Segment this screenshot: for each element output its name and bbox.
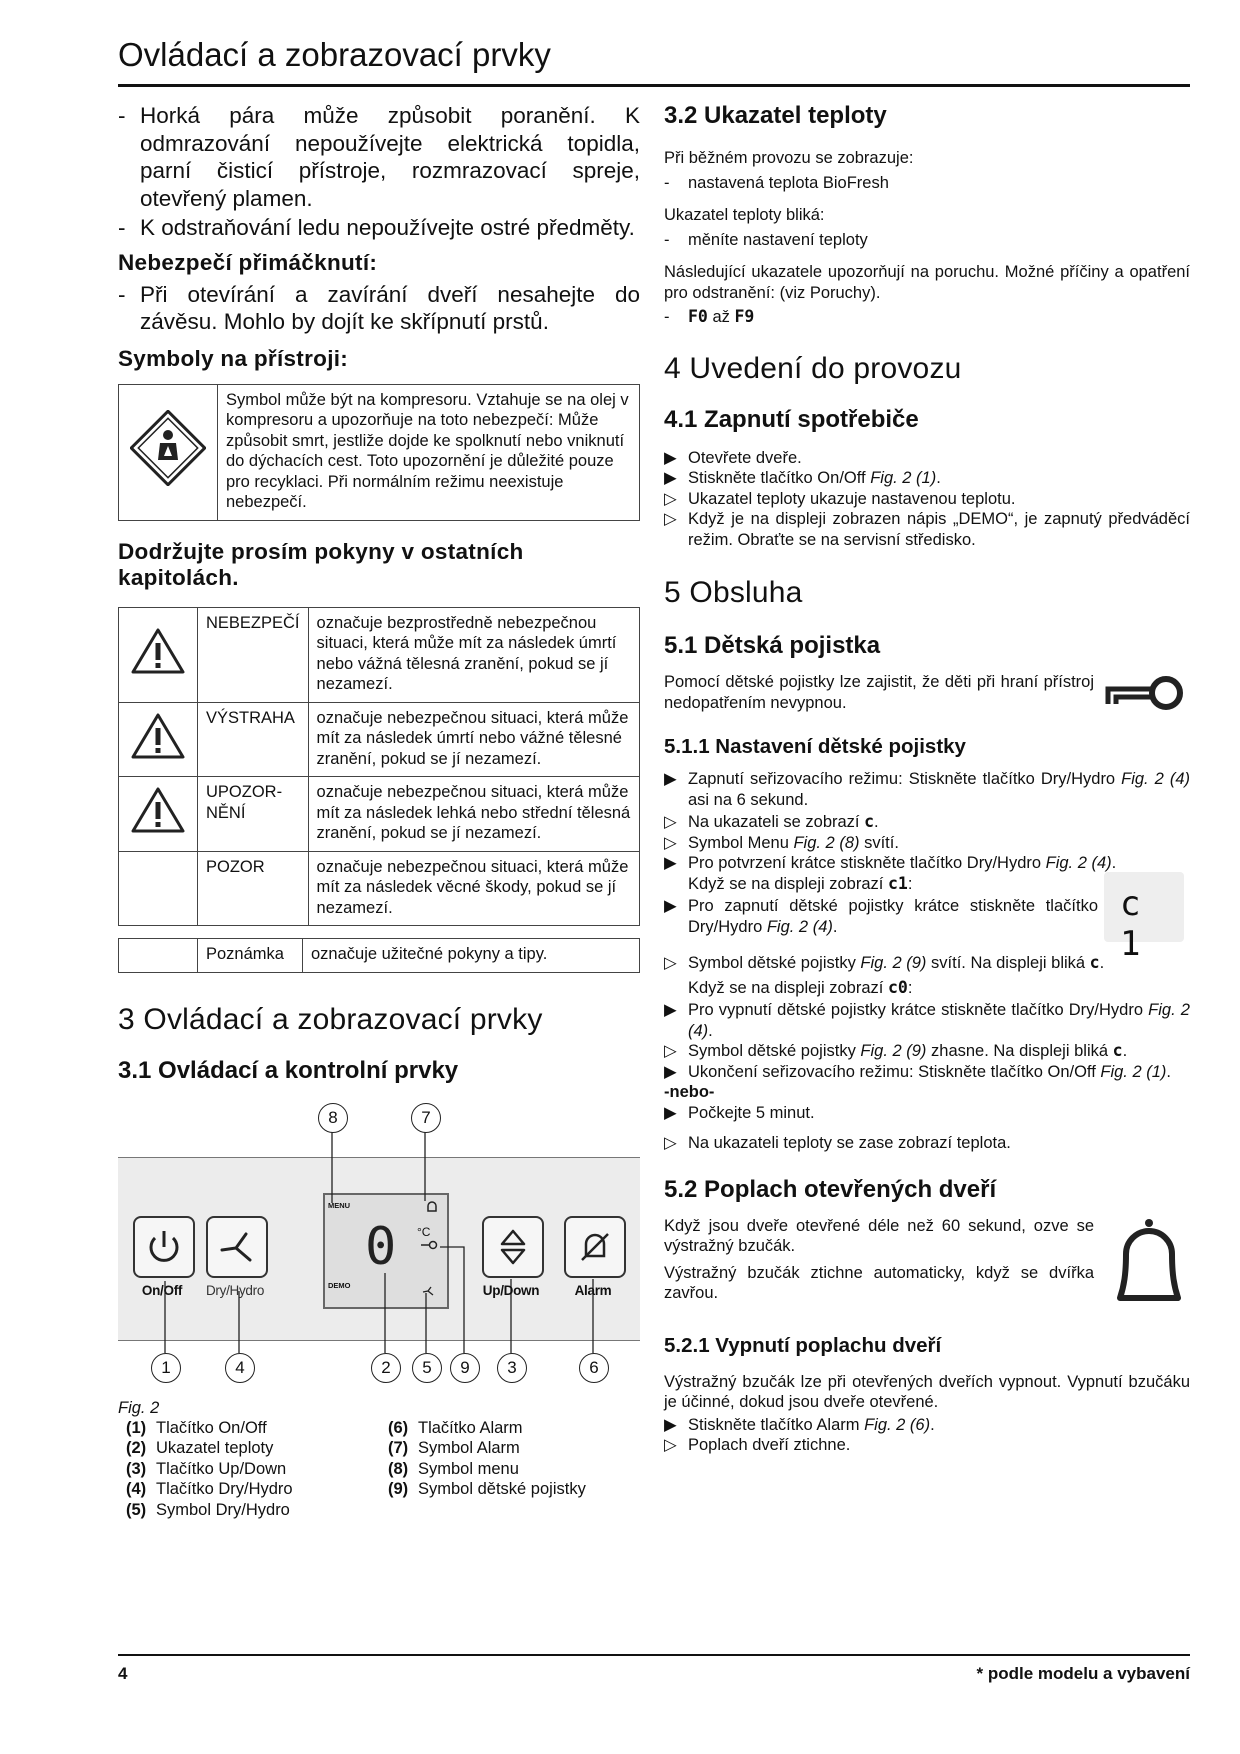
table-row (119, 777, 640, 852)
warning-levels-table (118, 607, 640, 927)
footer-rule (118, 1654, 1190, 1656)
alarm-button[interactable] (564, 1216, 626, 1278)
warning-desc: označuje bezprostředně nebezpečnou situaci, která může mít za následek úmrtí nebo vážná tělesná zranění, pokud se jí nezamezí. (308, 607, 639, 702)
warning-bullet: - K odstraňování ledu nepoužívejte ostré předměty. (118, 215, 635, 240)
list-item: ▶ Stiskněte tlačítko On/Off Fig. 2 (1). (664, 469, 941, 487)
legend-item: (9) Symbol dětské pojistky (388, 1480, 586, 1498)
list-item: ▶ Pro zapnutí dětské pojistky krátce stiskněte tlačítko Dry/Hydro Fig. 2 (4). (664, 897, 1098, 936)
demo-symbol: DEMO (328, 1280, 351, 1290)
page-number: 4 (118, 1664, 128, 1683)
empty-icon-cell (119, 939, 198, 973)
section-5-1-1-heading: 5.1.1 Nastavení dětské pojistky (664, 735, 966, 758)
section-4-1-heading: 4.1 Zapnutí spotřebiče (664, 405, 919, 433)
warning-term: UPOZOR-NĚNÍ (198, 777, 309, 852)
callout-4: 4 (225, 1353, 255, 1383)
list-item: ▶ Počkejte 5 minut. (664, 1103, 815, 1122)
warning-icon-cell (119, 702, 198, 777)
crush-heading: Nebezpečí přimáčknutí: (118, 249, 378, 275)
symbol-description: Symbol může být na kompresoru. Vztahuje se na olej v kompresoru a upozorňuje na toto nebezpečí: Může způsobit smrt, jestliže dojde ke spolknutí nebo vniknutí do dýchacích cest. Toto upozornění je důležité pouze pro recyklaci. Při normálním režimu neexistuje nebezpečí. (218, 384, 640, 520)
bell-icon (1112, 1216, 1186, 1308)
list-item: - měníte nastavení teploty (664, 230, 868, 249)
note-table (118, 938, 640, 973)
list-item: ▷ Symbol Menu Fig. 2 (8) svítí. (664, 833, 899, 852)
callout-8: 8 (318, 1103, 348, 1133)
warning-icon-cell (119, 777, 198, 852)
up-down-button[interactable] (482, 1216, 544, 1278)
note-desc: označuje užitečné pokyny a tipy. (303, 939, 640, 973)
paragraph: Ukazatel teploty bliká: (664, 206, 825, 224)
header-rule (118, 84, 1190, 87)
or-separator: -nebo- (664, 1083, 715, 1101)
footer-note: * podle modelu a vybavení (976, 1664, 1190, 1683)
section-4-heading: 4 Uvedení do provozu (664, 351, 962, 385)
list-item: ▷ Symbol dětské pojistky Fig. 2 (9) svítí. Na displeji bliká c. (664, 953, 1105, 972)
list-item: ▶ Otevřete dveře. (664, 448, 802, 467)
paragraph: Výstražný bzučák lze při otevřených dveřích vypnout. Vypnutí bzučáku je účinné, dokud jsou dveře otevřené. (664, 1372, 1190, 1411)
menu-symbol: MENU (328, 1200, 351, 1210)
list-item: ▶ Pro potvrzení krátce stiskněte tlačítko Dry/Hydro Fig. 2 (4). (664, 854, 1117, 872)
warning-triangle-icon (130, 627, 186, 675)
hazard-symbol-cell (119, 384, 218, 520)
left-column (118, 102, 640, 1520)
list-item: ▶ Pro vypnutí dětské pojistky krátce stiskněte tlačítko Dry/Hydro Fig. 2 (4). (664, 1001, 1190, 1040)
table-row (119, 702, 640, 777)
observe-heading: Dodržujte prosím pokyny v ostatních kapitolách. (118, 538, 524, 590)
list-item: ▶ Zapnutí seřizovacího režimu: Stiskněte tlačítko Dry/Hydro Fig. 2 (4) asi na 6 sekund. (664, 770, 1190, 809)
list-item: ▶ Stiskněte tlačítko Alarm Fig. 2 (6). (664, 1415, 935, 1434)
callout-6: 6 (579, 1353, 609, 1383)
callout-3: 3 (497, 1353, 527, 1383)
dry-hydro-label: Dry/Hydro (205, 1282, 265, 1298)
up-down-icon (484, 1218, 542, 1276)
list-item: - nastavená teplota BioFresh (664, 173, 889, 192)
list-item: ▷ Ukazatel teploty ukazuje nastavenou teplotu. (664, 489, 1016, 508)
section-5-2-1-heading: 5.2.1 Vypnutí poplachu dveří (664, 1333, 942, 1357)
warning-desc: označuje nebezpečnou situaci, která může mít za následek úmrtí nebo vážné tělesné zranění, pokud se jí nezamezí. (308, 702, 639, 777)
key-icon (1104, 672, 1186, 714)
alarm-label: Alarm (574, 1282, 612, 1298)
warning-term: POZOR (198, 851, 309, 926)
section-5-2-heading: 5.2 Poplach otevřených dveří (664, 1175, 997, 1203)
legend-item: (4) Tlačítko Dry/Hydro (126, 1480, 293, 1498)
right-column (664, 102, 1190, 1456)
callout-7: 7 (411, 1103, 441, 1133)
warning-term: VÝSTRAHA (198, 702, 309, 777)
list-item: ▷ Když je na displeji zobrazen nápis „DEMO“, je zapnutý předváděcí režim. Obraťte se na servisní středisko. (664, 510, 1190, 549)
warning-bullet: - Horká pára může způsobit poranění. K odmrazování nepoužívejte elektrická topidla, parní čisticí přístroje, rozmrazovací spreje, otevřený plamen. (118, 103, 640, 211)
display-c1-text: c 1 (1120, 883, 1144, 964)
paragraph: Když jsou dveře otevřené déle než 60 sekund, ozve se výstražný bzučák. (664, 1216, 1094, 1255)
table-row (119, 607, 640, 702)
table-row (119, 939, 640, 973)
legend-item: (5) Symbol Dry/Hydro (126, 1500, 290, 1519)
legend-col-1 (126, 1418, 388, 1521)
callout-1: 1 (151, 1353, 181, 1383)
on-off-label: On/Off (141, 1282, 183, 1298)
list-item: ▷ Poplach dveří ztichne. (664, 1436, 851, 1454)
display-c1-image (1104, 872, 1184, 964)
legend-item: (1) Tlačítko On/Off (126, 1418, 267, 1437)
callout-leader-lines (118, 1101, 640, 1391)
alarm-off-icon (566, 1218, 624, 1276)
list-item: ▷ Symbol dětské pojistky Fig. 2 (9) zhasne. Na displeji bliká c. (664, 1041, 1128, 1060)
up-down-label: Up/Down (482, 1282, 540, 1298)
door-alarm-intro (664, 1216, 1190, 1304)
empty-icon-cell (119, 851, 198, 926)
list-item: - F0 až F9 (664, 307, 755, 326)
child-lock-intro (664, 672, 1190, 713)
legend-item: (2) Ukazatel teploty (126, 1439, 274, 1457)
section-3-1-heading: 3.1 Ovládací a kontrolní prvky (118, 1056, 459, 1084)
legend-col-2 (388, 1418, 586, 1521)
list-item: ▷ Na ukazateli teploty se zase zobrazí teplota. (664, 1134, 1011, 1152)
warning-triangle-icon (130, 786, 186, 834)
section-3-heading: 3 Ovládací a zobrazovací prvky (118, 1002, 543, 1036)
section-5-1-heading: 5.1 Dětská pojistka (664, 632, 881, 659)
aspiration-hazard-icon (130, 410, 206, 486)
legend-item: (6) Tlačítko Alarm (388, 1418, 523, 1437)
legend-item: (3) Tlačítko Up/Down (126, 1459, 287, 1478)
legend-item: (8) Symbol menu (388, 1459, 519, 1478)
callout-9: 9 (450, 1353, 480, 1383)
list-item: ▷ Na ukazateli se zobrazí c. (664, 812, 879, 831)
paragraph: Následující ukazatele upozorňují na poruchu. Možné příčiny a opatření pro odstranění: (viz Poruchy). (664, 263, 1190, 302)
symbol-table (118, 384, 640, 521)
paragraph: Výstražný bzučák ztichne automaticky, když se dvířka zavřou. (664, 1263, 1094, 1302)
list-item: ▶ Ukončení seřizovacího režimu: Stiskněte tlačítko On/Off Fig. 2 (1). (664, 1062, 1171, 1081)
control-panel-figure (118, 1101, 640, 1391)
warning-term: NEBEZPEČÍ (198, 607, 309, 702)
legend-item: (7) Symbol Alarm (388, 1439, 520, 1457)
celsius-symbol: °C (417, 1224, 431, 1239)
callout-2: 2 (371, 1353, 401, 1383)
warning-icon-cell (119, 607, 198, 702)
warning-triangle-icon (130, 712, 186, 760)
paragraph: Při běžném provozu se zobrazuje: (664, 149, 914, 167)
figure-legend (126, 1418, 640, 1521)
table-row (119, 851, 640, 926)
crush-bullet: - Při otevírání a zavírání dveří nesahejte do závěsu. Mohlo by dojít ke skřípnutí prstů. (118, 281, 640, 334)
section-3-2-heading: 3.2 Ukazatel teploty (664, 102, 887, 129)
condition-text: Když se na displeji zobrazí c0: (688, 977, 913, 997)
paragraph: Pomocí dětské pojistky lze zajistit, že děti při hraní přístroj nedopatřením nevypnou. (664, 673, 1094, 712)
warning-desc: označuje nebezpečnou situaci, která může mít za následek věcné škody, pokud se jí nezamezí. (308, 851, 639, 926)
page-title: Ovládací a zobrazovací prvky (118, 36, 551, 73)
symbols-heading: Symboly na přístroji: (118, 345, 349, 371)
figure-caption: Fig. 2 (118, 1398, 160, 1417)
callout-5: 5 (412, 1353, 442, 1383)
temperature-digit: 0 (365, 1216, 397, 1277)
note-term: Poznámka (198, 939, 303, 973)
warning-desc: označuje nebezpečnou situaci, která může mít za následek lehká nebo střední tělesná zranění, pokud se jí nezamezí. (308, 777, 639, 852)
condition-text: Když se na displeji zobrazí c1: (688, 873, 913, 893)
section-5-heading: 5 Obsluha (664, 576, 803, 609)
